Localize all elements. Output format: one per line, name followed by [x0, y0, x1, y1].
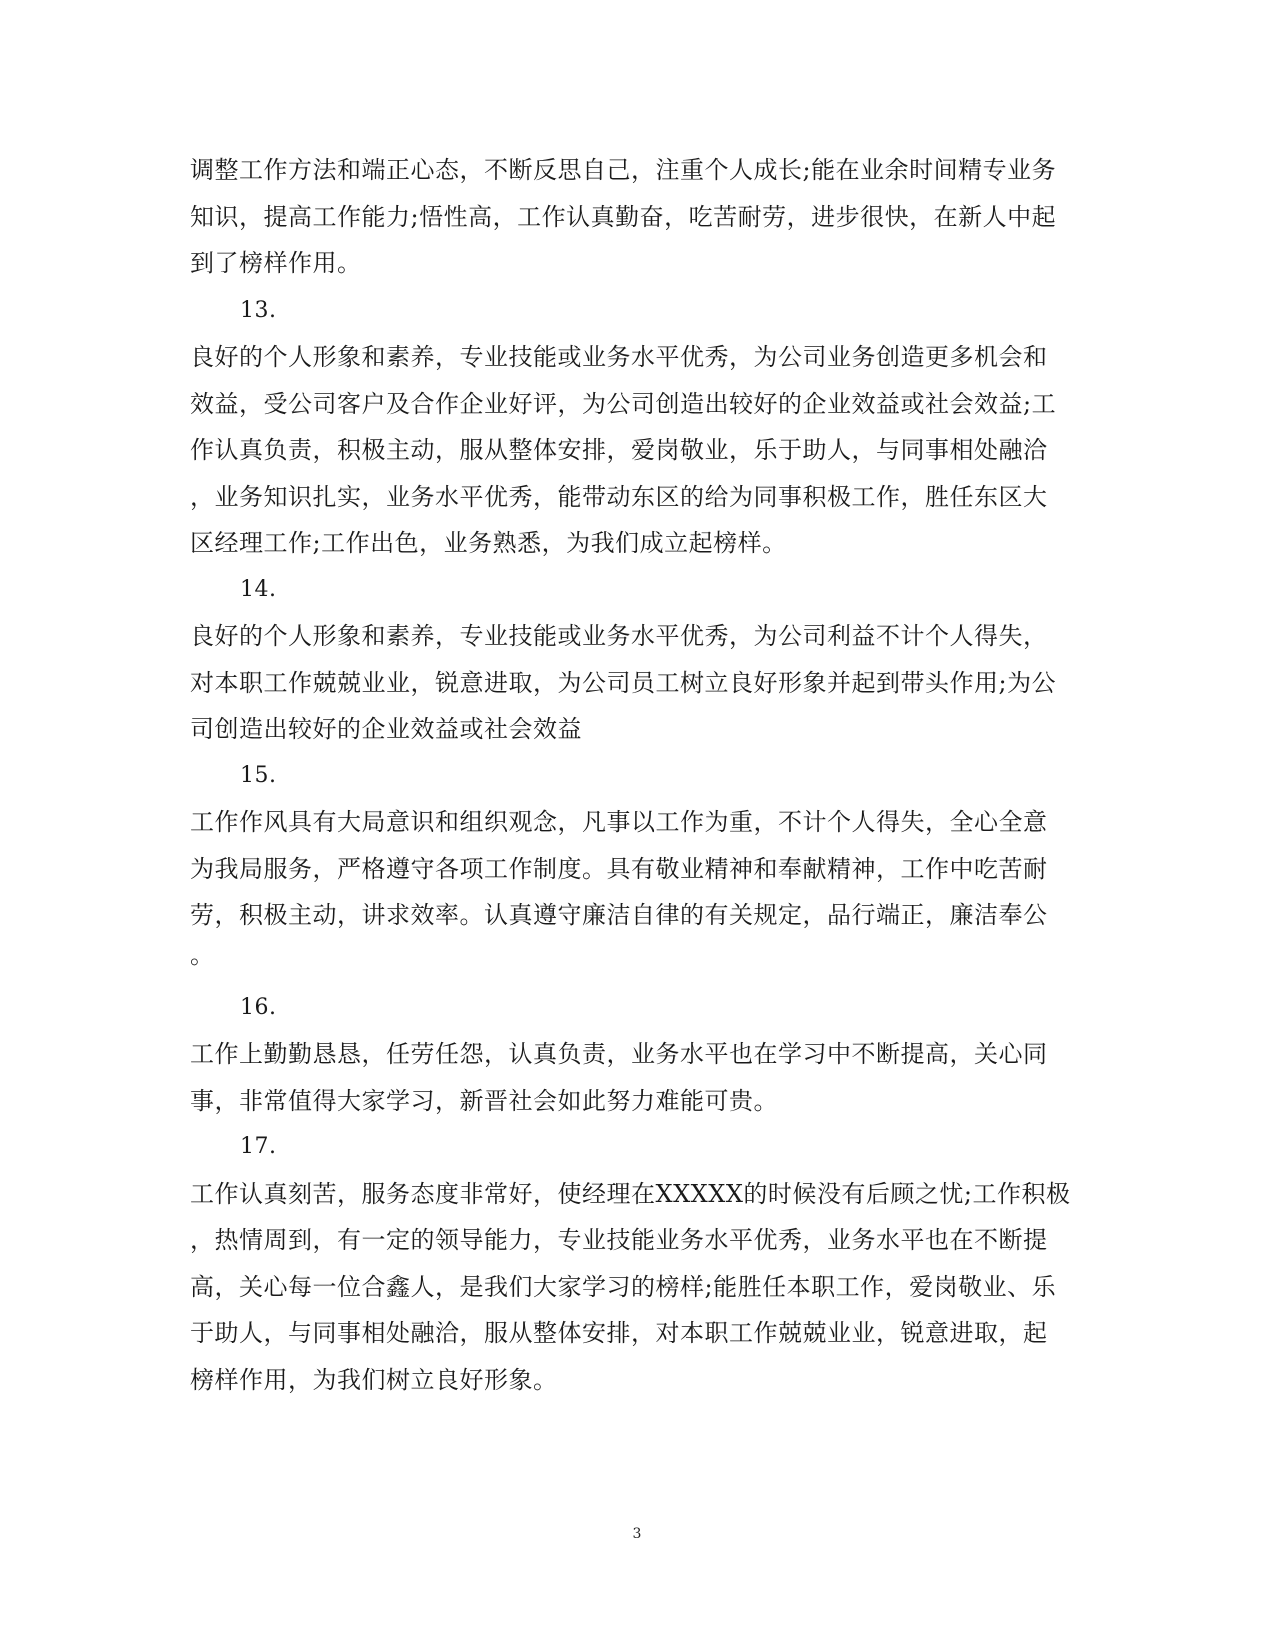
page-number: 3: [632, 1526, 642, 1542]
body-text-line: 于助人，与同事相处融洽，服从整体安排，对本职工作兢兢业业，锐意进取，起: [190, 1319, 1048, 1347]
body-text-line: 事，非常值得大家学习，新晋社会如此努力难能可贵。: [190, 1087, 778, 1115]
body-text-line: 工作认真刻苦，服务态度非常好，使经理在XXXXX的时候没有后顾之忧;工作积极: [190, 1180, 1071, 1208]
body-text-line: 对本职工作兢兢业业，锐意进取，为公司员工树立良好形象并起到带头作用;为公: [190, 669, 1057, 697]
body-text-line: 司创造出较好的企业效益或社会效益: [190, 715, 582, 743]
item-number: 15.: [240, 763, 277, 788]
body-text-line: 知识，提高工作能力;悟性高，工作认真勤奋，吃苦耐劳，进步很快，在新人中起: [190, 203, 1057, 231]
body-text-line: 效益，受公司客户及合作企业好评，为公司创造出较好的企业效益或社会效益;工: [190, 390, 1057, 418]
body-text-line: 。: [190, 941, 215, 969]
body-text-line: 调整工作方法和端正心态，不断反思自己，注重个人成长;能在业余时间精专业务: [190, 156, 1057, 184]
item-number: 16.: [240, 995, 277, 1020]
body-text-line: 为我局服务，严格遵守各项工作制度。具有敬业精神和奉献精神，工作中吃苦耐: [190, 855, 1048, 883]
body-text-line: 作认真负责，积极主动，服从整体安排，爱岗敬业，乐于助人，与同事相处融洽: [190, 436, 1048, 464]
body-text-line: 工作作风具有大局意识和组织观念，凡事以工作为重，不计个人得失，全心全意: [190, 808, 1048, 836]
item-number: 17.: [240, 1134, 277, 1159]
body-text-line: 良好的个人形象和素养，专业技能或业务水平优秀，为公司利益不计个人得失，: [190, 622, 1048, 650]
body-text-line: ，热情周到，有一定的领导能力，专业技能业务水平优秀，业务水平也在不断提: [190, 1226, 1048, 1254]
item-number: 13.: [240, 298, 277, 323]
body-text-line: ，业务知识扎实，业务水平优秀，能带动东区的给为同事积极工作，胜任东区大: [190, 483, 1048, 511]
body-text-line: 榜样作用，为我们树立良好形象。: [190, 1366, 558, 1394]
body-text-line: 工作上勤勤恳恳，任劳任怨，认真负责，业务水平也在学习中不断提高，关心同: [190, 1040, 1048, 1068]
body-text-line: 到了榜样作用。: [190, 249, 362, 277]
body-text-line: 区经理工作;工作出色，业务熟悉，为我们成立起榜样。: [190, 529, 787, 557]
body-text-line: 良好的个人形象和素养，专业技能或业务水平优秀，为公司业务创造更多机会和: [190, 343, 1048, 371]
body-text-line: 劳，积极主动，讲求效率。认真遵守廉洁自律的有关规定，品行端正，廉洁奉公: [190, 901, 1048, 929]
body-text-line: 高，关心每一位合鑫人，是我们大家学习的榜样;能胜任本职工作，爱岗敬业、乐: [190, 1273, 1057, 1301]
item-number: 14.: [240, 577, 277, 602]
